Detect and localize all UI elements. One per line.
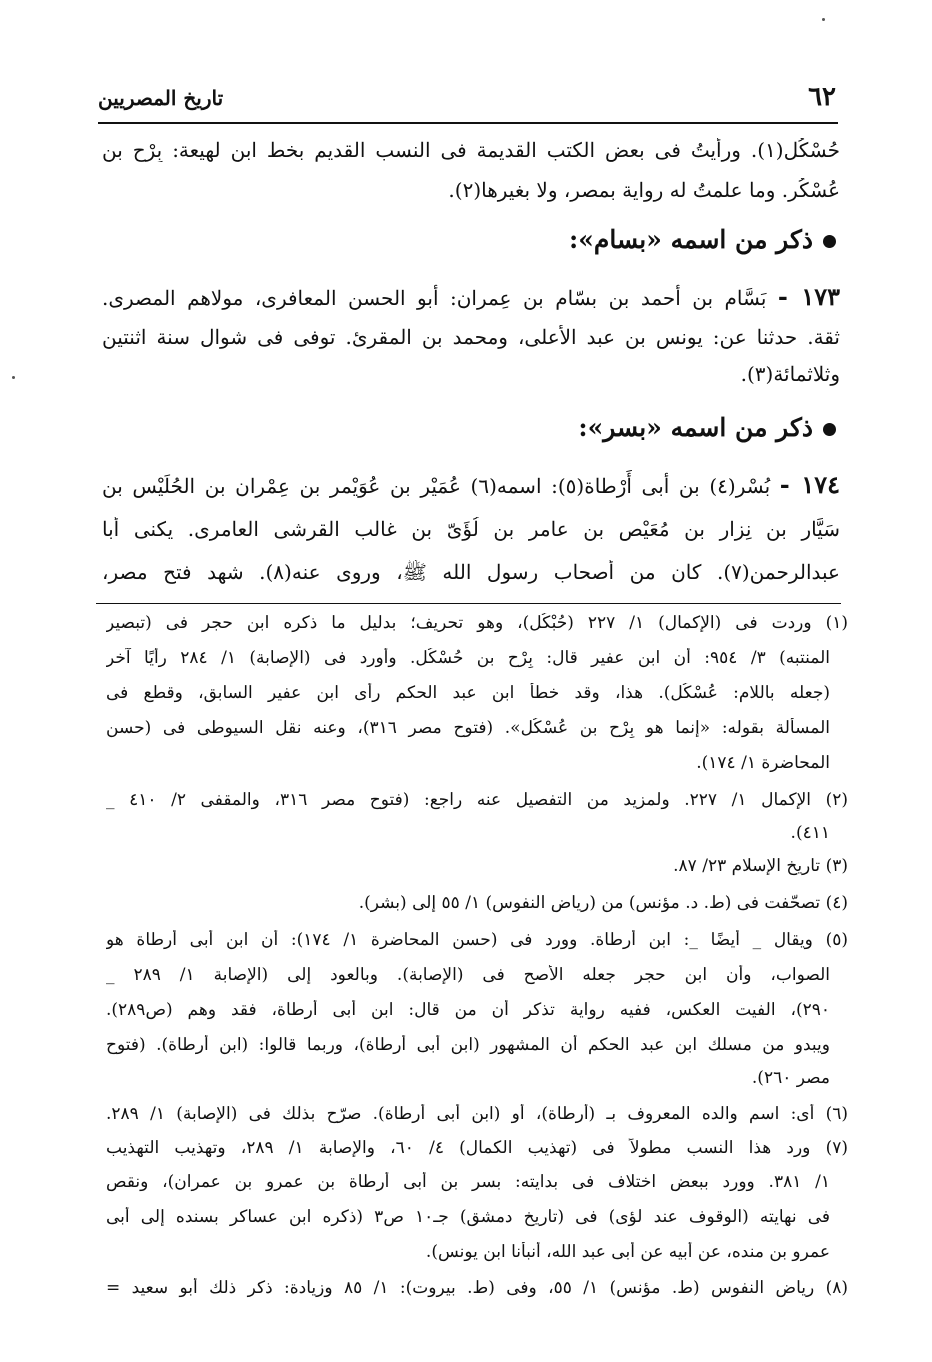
footnote-line: ٢٩٠)، الفيت العكس، ففيه رواية تذكر أن من قال: ابن أبى أرطاة، فقد وهم (ص٢٨٩). (106, 1000, 830, 1020)
footnote-line: عمرو بن منده، عن أبيه عن أبى عبد الله، أنبأنا ابن يونس). (425, 1242, 830, 1262)
body-line: ثقة. حدثنا عن: يونس بن عبد الأعلى، ومحمد بن المقرئ. توفى فى شوال سنة اثنتين (102, 325, 840, 349)
footnote-line: (٦) أى: اسم والده المعروف بـ (أرطاة)، أو (ابن أبى أرطاة). صرّح بذلك فى (الإصابة) ١/ ٢٨٩. (106, 1104, 848, 1124)
bullet-icon (823, 423, 836, 436)
running-title: تاريخ المصريين (98, 86, 224, 110)
footnote-divider (96, 603, 841, 604)
body-line: حُسْكُل(١). ورأيتُ فى بعض الكتب القديمة فى النسب القديم بخط ابن لهيعة: بِرْح بن (102, 138, 840, 162)
footnote-line: (٢) الإكمال ١/ ٢٢٧. ولمزيد من التفصيل عنه راجع: (فتوح مصر ٣١٦، والمقفى ٢/ ٤١٠ _ (106, 790, 848, 810)
footnote-line: (٧) ورد هذا النسب مطولاً فى (تهذيب الكمال) ٤/ ٦٠، والإصابة ١/ ٢٨٩، وتهذيب التهذيب (106, 1138, 848, 1158)
entry-line (102, 470, 840, 499)
footnote-line: (٨) رياض النفوس (ط. مؤنس) ١/ ٥٥، وفى (ط. بيروت): ١/ ٨٥ وزيادة: ذكر ذلك أبو سعيد = (106, 1278, 848, 1298)
scan-speck (12, 376, 15, 379)
section-heading-text: ذكر من اسمه «بسام»: (569, 225, 813, 254)
footnote-line: (٣) تاريخ الإسلام ٢٣/ ٨٧. (673, 856, 848, 876)
entry-number: ١٧٣ - (777, 282, 840, 311)
footnote-line: ويبدو من مسلك ابن عبد الحكم أن المشهور (ابن أبى أرطاة)، وربما قالوا: (ابن أرطاة). (فتوح (106, 1035, 830, 1055)
entry-number: ١٧٤ - (779, 470, 840, 499)
footnote-line: (٤) تصحّفت فى (ط. د. مؤنس) من (رياض النفوس) ١/ ٥٥ إلى (بشر). (358, 893, 848, 913)
entry-line (102, 282, 840, 311)
footnote-line: المنتبه) ٣/ ٩٥٤: أن ابن عفير قال: بِرْح بن حُسْكُل. وأورد فى (الإصابة) ١/ ٢٨٤ رأيًا آخر (106, 648, 830, 668)
footnote-line: (١) وردت فى (الإكمال) ١/ ٢٢٧ (حُبْكُل)، وهو تحريف؛ بدليل ما ذكره ابن حجر فى (تبصير (106, 613, 848, 633)
footnote-line: مصر ٢٦٠). (751, 1068, 830, 1088)
footnote-line: ٤١١). (790, 823, 830, 843)
body-line: وثلاثمائة(٣). (740, 362, 840, 386)
section-heading (578, 413, 836, 442)
footnote-line: (جعله باللام: عُسْكُل). هذا، وقد خطأ ابن عبد الحكم رأى ابن عفير السابق، وقطع فى (106, 683, 830, 703)
footnote-line: ١/ ٣٨١. وورد ببعض اختلاف فى بدايته: بسر بن أبى أرطاة بن عمرو بن عمران)، ونقص (106, 1172, 830, 1192)
footnote-line: المحاضرة ١/ ١٧٤). (696, 753, 830, 773)
body-line: عُسْكُر. وما علمتُ له رواية بمصر، ولا بغيرها(٢). (448, 178, 840, 202)
page-number: ٦٢ (808, 82, 836, 112)
scan-speck (822, 18, 825, 21)
section-heading (569, 225, 836, 254)
entry-text: بَسَّام بن أحمد بن بسّام بن عِمران: أبو الحسن المعافرى، مولاهم المصرى. (102, 286, 767, 310)
bullet-icon (823, 235, 836, 248)
footnote-line: (٥) ويقال _ أيضًا _: ابن أرطاة. وورد فى (حسن المحاضرة ١/ ١٧٤): أن ابن أبى أرطاة هو (106, 930, 848, 950)
entry-text: بُسْر(٤) بن أبى أَرْطاة(٥): اسمه(٦) عُمَيْر بن عُوَيْمر بن عِمْران بن الحُلَيْس بن (102, 474, 771, 498)
footnote-line: الصواب، وأن ابن حجر جعله الأصح فى (الإصابة). وبالعود إلى (الإصابة ١/ ٢٨٩ _ (106, 965, 830, 985)
footnote-line: فى نهايته (الوقوف عند لؤى) فى (تاريخ دمشق) جـ١٠ ص٣ (ذكره ابن عساكر بسنده إلى أبى (106, 1207, 830, 1227)
page-header (98, 82, 836, 118)
footnote-line: المسألة بقوله: «إنما هو بِرْح بن عُسْكُل». (فتوح مصر ٣١٦)، وعنه نقل السيوطى فى (حسن (106, 718, 830, 738)
body-line: سَيَّار بن نِزار بن مُعَيْص بن عامر بن لُؤَىّ بن غالب القرشى العامرى. يكنى أبا (102, 517, 840, 541)
header-rule (98, 122, 838, 124)
body-line: عبدالرحمن(٧). كان من أصحاب رسول الله ﷺ، وروى عنه(٨). شهد فتح مصر، (102, 560, 840, 584)
section-heading-text: ذكر من اسمه «بسر»: (578, 413, 813, 442)
